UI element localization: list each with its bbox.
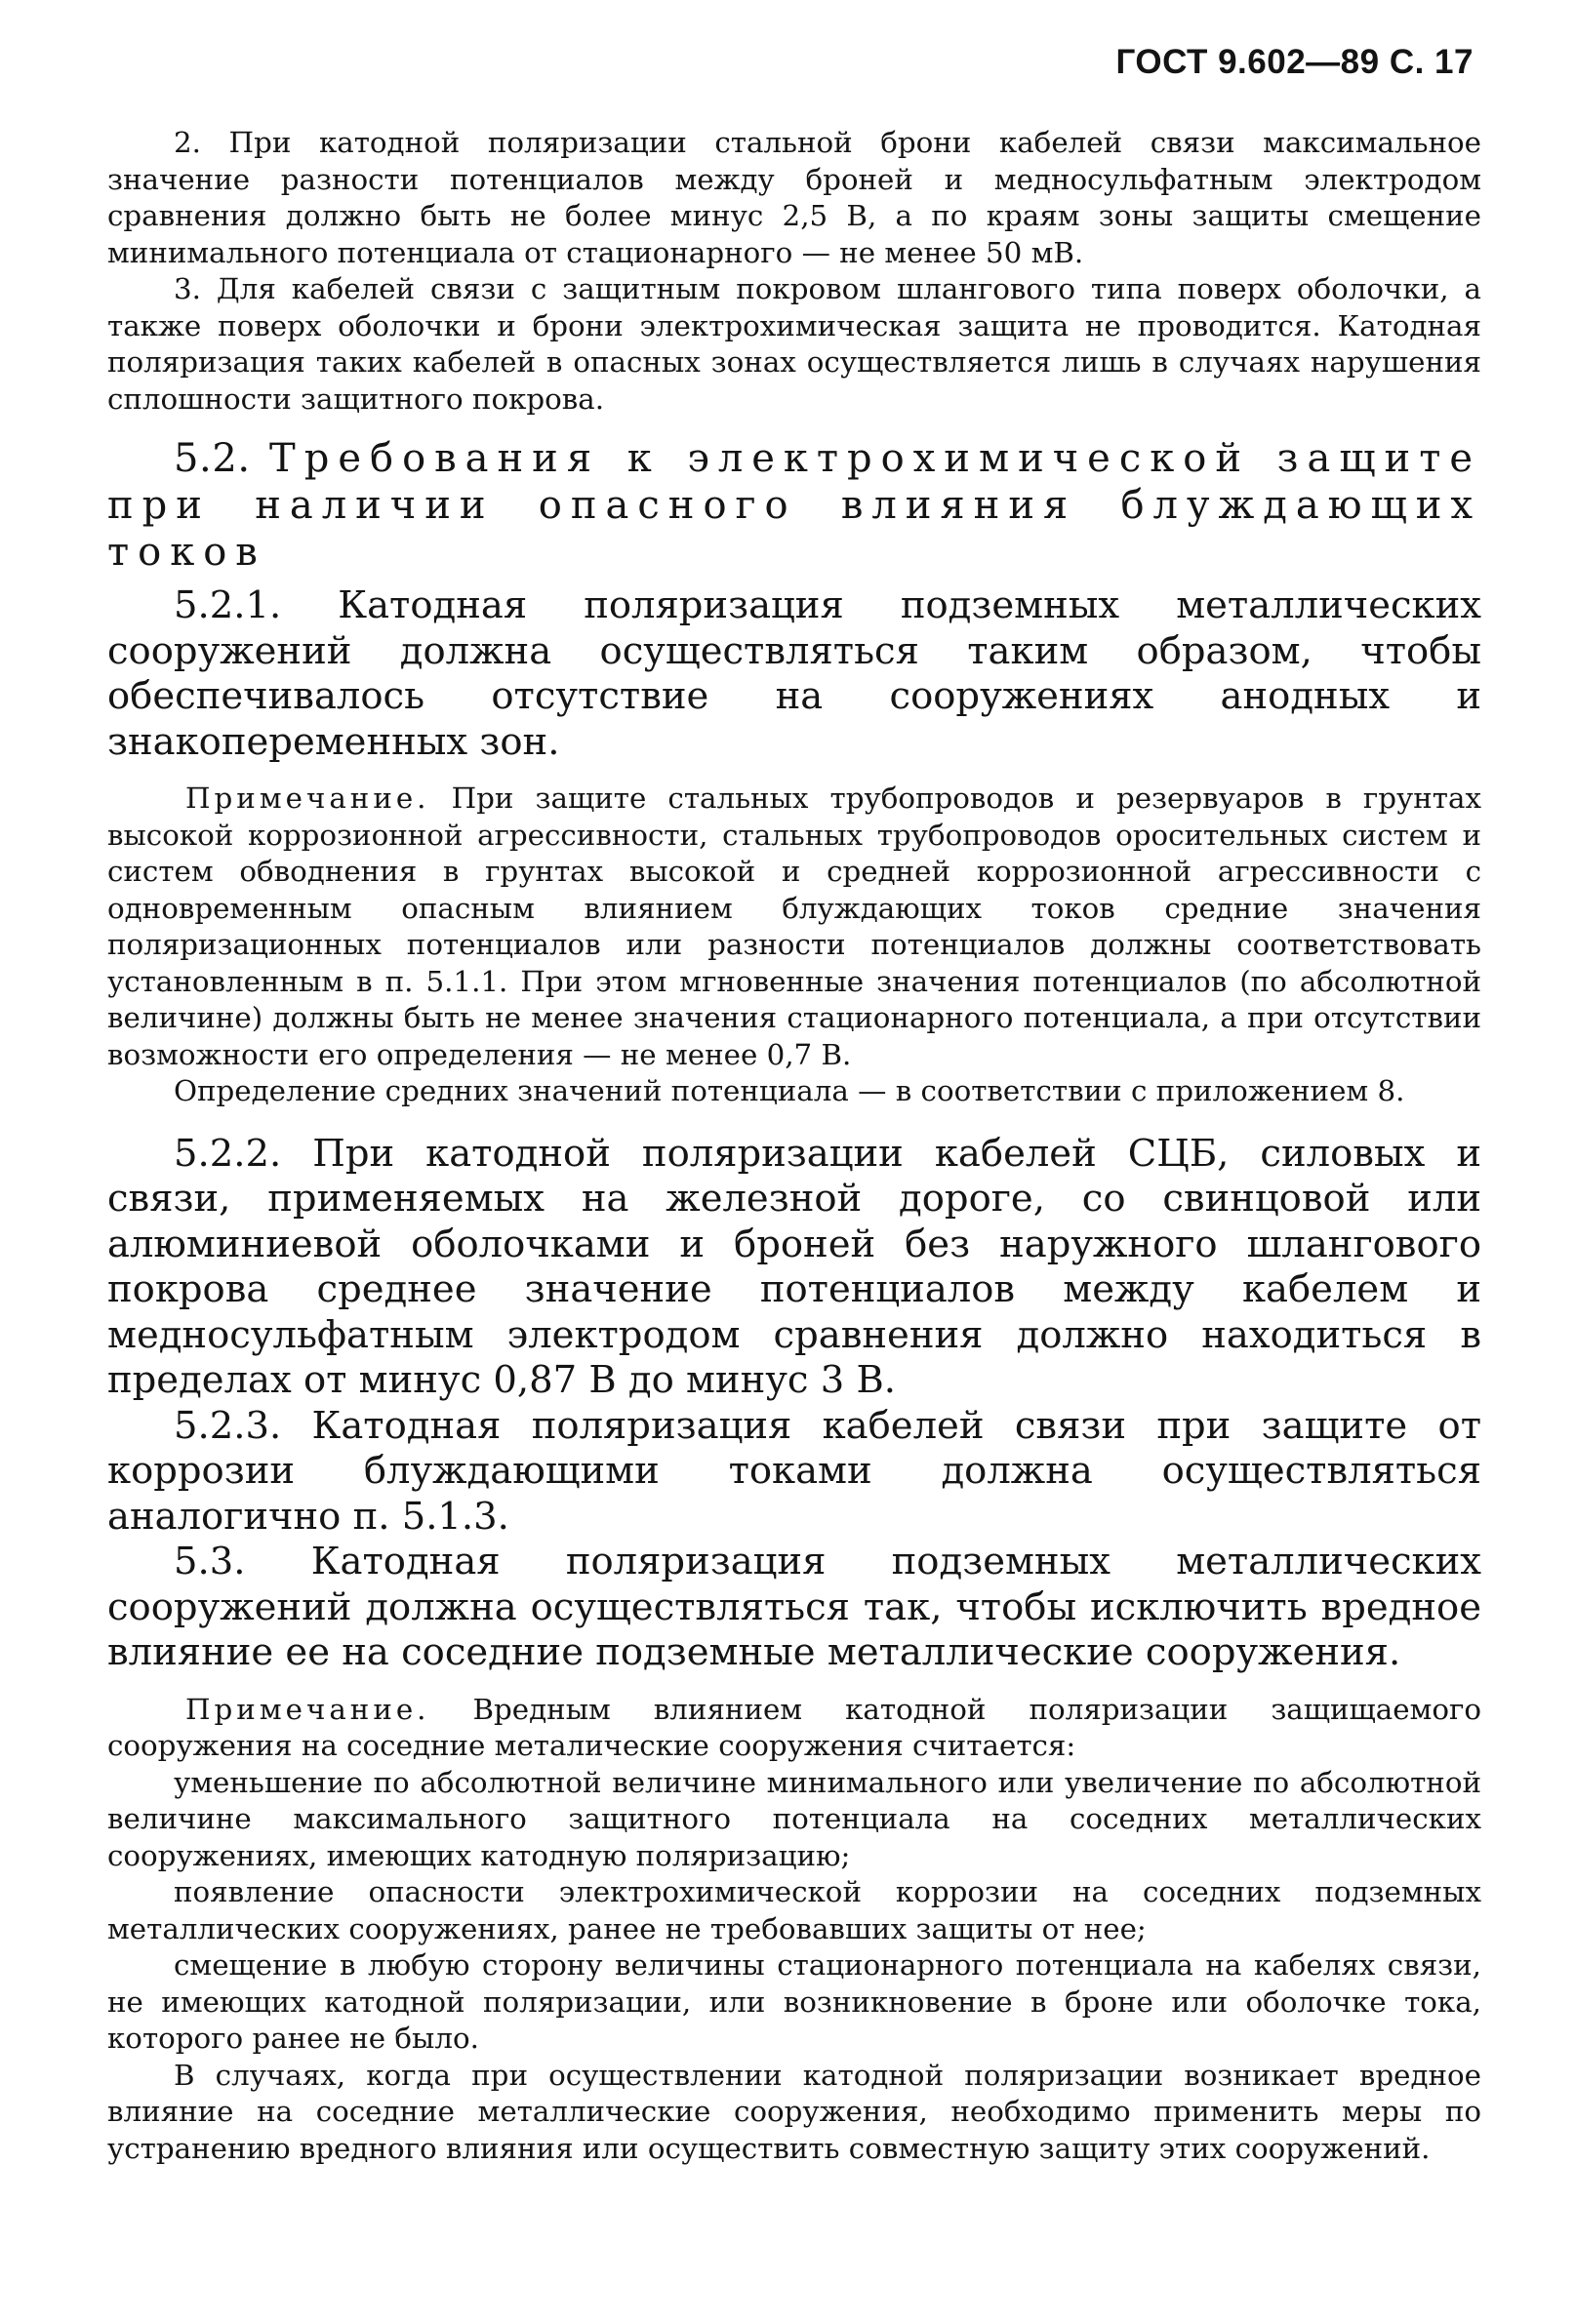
paragraph-item-3: 3. Для кабелей связи с защитным покровом шлангового типа поверх оболочки, а также поверх оболочки и брони электрохимическая защита не проводится. Катодная поляризация таких кабелей в опасных зонах осуществляется лишь в случаях нарушения сплошности защитного покрова.: [107, 272, 1481, 416]
note-2-final: В случаях, когда при осуществлении катодной поляризации возникает вредное влияние на соседние металлические сооружения, необходимо применить меры по устранению вредного влияния или осуществить совместную защиту этих сооружений.: [107, 2058, 1481, 2165]
section-heading-5-2: [107, 435, 1481, 576]
note-2: [107, 1692, 1481, 1765]
note-text: Вредным влиянием катодной поляризации защищаемого сооружения на соседние металические сооружения считается:: [107, 1692, 1481, 1762]
paragraph-5-3: 5.3. Катодная поляризация подземных металлических сооружений должна осуществляться так, чтобы исключить вредное влияние ее на соседние подземные металлические сооружения.: [107, 1540, 1481, 1674]
note-text: При защите стальных трубопроводов и резервуаров в грунтах высокой коррозионной агрессивности, стальных трубопроводов оросительных систем и систем обводнения в грунтах высокой и средней коррозионной агрессивности с одновременным опасным влиянием блуждающих токов средние значения поляризационных потенциалов или разности потенциалов должны соответствовать установленным в п. 5.1.1. При этом мгновенные значения потенциалов (по абсолютной величине) должны быть не менее значения стационарного потенциала, а при отсутствии возможности его определения — не менее 0,7 В.: [107, 781, 1481, 1071]
note-label: Примечание.: [185, 1692, 430, 1726]
paragraph-5-2-2: 5.2.2. При катодной поляризации кабелей СЦБ, силовых и связи, применяемых на железной дороге, со свинцовой или алюминиевой оболочками и броней без наружного шлангового покрова среднее значение потенциалов между кабелем и медносульфатным электродом сравнения должно находиться в пределах от минус 0,87 В до минус 3 В.: [107, 1131, 1481, 1402]
note-2-item-2: появление опасности электрохимической коррозии на соседних подземных металлических сооружениях, ранее не требовавших защиты от нее;: [107, 1875, 1481, 1945]
note-1-extra: Определение средних значений потенциала — в соответствии с приложением 8.: [174, 1074, 1405, 1107]
paragraph-5-2-3: 5.2.3. Катодная поляризация кабелей связи при защите от коррозии блуждающими токами должна осуществляться аналогично п. 5.1.3.: [107, 1403, 1481, 1539]
section-number: 5.2.: [174, 436, 251, 481]
note-2-item-1: уменьшение по абсолютной величине минимального или увеличение по абсолютной величине максимального защитного потенциала на соседних металлических сооружениях, имеющих катодную поляризацию;: [107, 1765, 1481, 1872]
section-title: Требования к электрохимической защите при наличии опасного влияния блуждающих токов: [107, 436, 1481, 575]
note-2-item-3: смещение в любую сторону величины стационарного потенциала на кабелях связи, не имеющих катодной поляризации, или возникновение в броне или оболочке тока, которого ранее не было.: [107, 1948, 1481, 2055]
paragraph-5-2-1: 5.2.1. Катодная поляризация подземных металлических сооружений должна осуществляться таким образом, чтобы обеспечивалось отсутствие на сооружениях анодных и знакопеременных зон.: [107, 583, 1481, 764]
paragraph-item-2: 2. При катодной поляризации стальной брони кабелей связи максимальное значение разности потенциалов между броней и медносульфатным электродом сравнения должно быть не более минус 2,5 В, а по краям зоны защиты смещение минимального потенциала от стационарного — не менее 50 мВ.: [107, 126, 1481, 269]
page-header: ГОСТ 9.602—89 С. 17: [1115, 43, 1474, 81]
note-label: Примечание.: [185, 781, 430, 815]
note-1: [107, 781, 1481, 1073]
document-body: [107, 125, 1481, 2167]
